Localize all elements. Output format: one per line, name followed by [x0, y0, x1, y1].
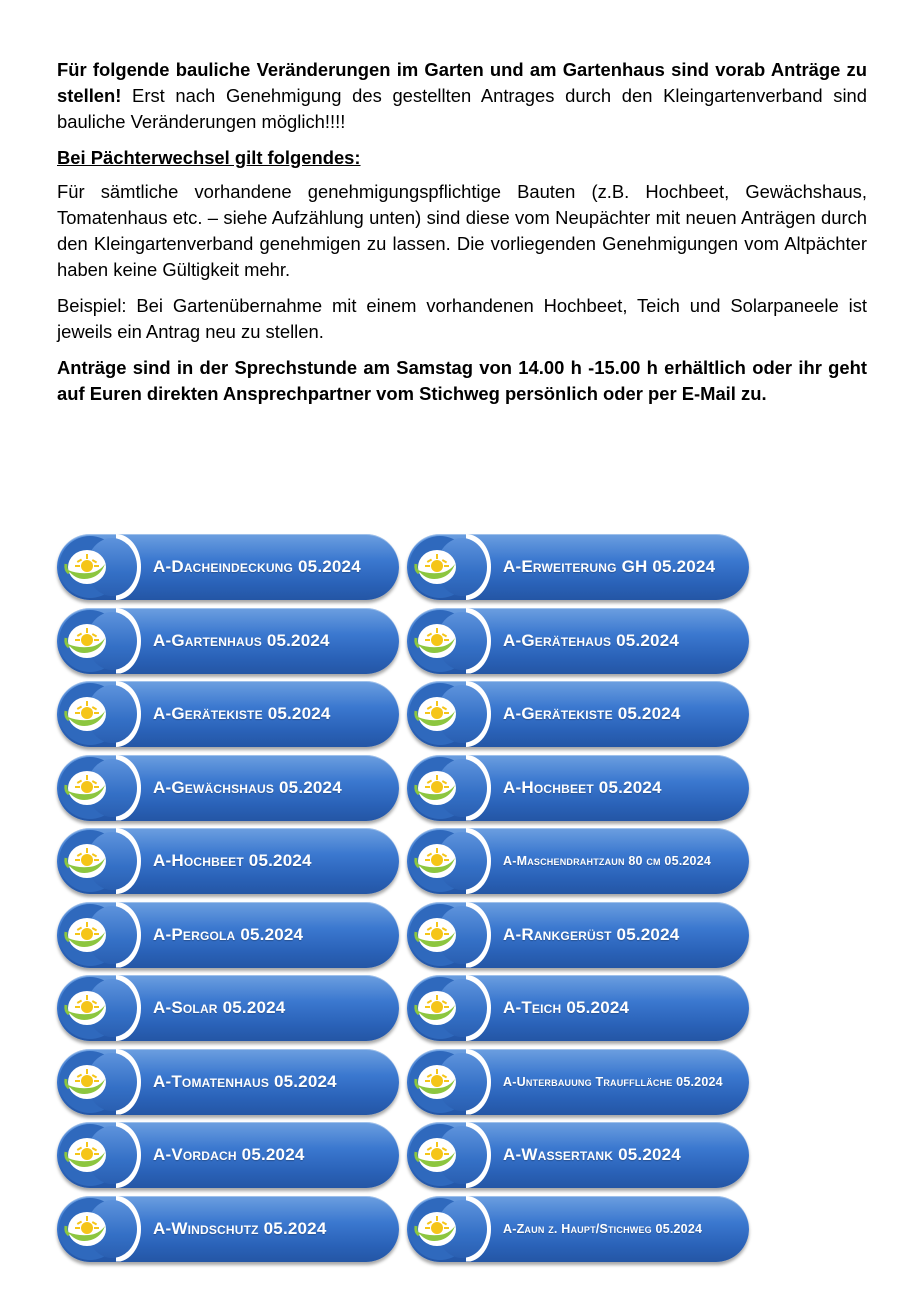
- application-button-left-3[interactable]: [57, 681, 399, 747]
- application-button-right-1[interactable]: [407, 534, 749, 600]
- kleingarten-logo-icon: [63, 622, 107, 660]
- application-button-left-4[interactable]: [57, 755, 399, 821]
- button-label: A-Hochbeet 05.2024: [503, 777, 662, 797]
- button-label: A-Dacheindeckung 05.2024: [153, 557, 361, 576]
- application-button-left-9[interactable]: [57, 1122, 399, 1188]
- button-label: A-Windschutz 05.2024: [153, 1218, 327, 1238]
- kleingarten-logo-icon: [413, 548, 457, 586]
- intro-rest: Erst nach Genehmigung des gestellten Antrages durch den Kleingartenverband sind bauliche Veränderungen möglich!!!!: [57, 85, 867, 132]
- application-button-right-8[interactable]: [407, 1049, 749, 1115]
- kleingarten-logo-icon: [63, 1063, 107, 1101]
- application-button-right-6[interactable]: [407, 902, 749, 968]
- button-label: A-Rankgerüst 05.2024: [503, 924, 680, 944]
- kleingarten-logo-icon: [413, 695, 457, 733]
- kleingarten-logo-icon: [63, 548, 107, 586]
- section-heading-text: Bei Pächterwechsel gilt folgendes:: [57, 147, 361, 168]
- kleingarten-logo-icon: [413, 989, 457, 1027]
- intro-paragraph-2: Für sämtliche vorhandene genehmigungspflichtige Bauten (z.B. Hochbeet, Gewächshaus, Tomatenhaus etc. – siehe Aufzählung unten) sind diese vom Neupächter mit neuen Anträgen durch den Kleingartenverband genehmigen zu lassen. Die vorliegenden Genehmigungen vom Altpächter haben keine Gültigkeit mehr.: [57, 181, 867, 280]
- button-label: A-Tomatenhaus 05.2024: [153, 1071, 337, 1091]
- application-button-right-2[interactable]: [407, 608, 749, 674]
- application-button-left-5[interactable]: [57, 828, 399, 894]
- application-button-left-1[interactable]: [57, 534, 399, 600]
- intro-text: [57, 57, 867, 417]
- button-label: A-Pergola 05.2024: [153, 924, 304, 944]
- application-button-right-7[interactable]: [407, 975, 749, 1041]
- application-button-left-8[interactable]: [57, 1049, 399, 1115]
- button-label: A-Gerätehaus 05.2024: [503, 630, 680, 650]
- kleingarten-logo-icon: [413, 1136, 457, 1174]
- button-label: A-Maschendrahtzaun 80 cm 05.2024: [503, 854, 712, 868]
- intro-paragraph-1: [57, 57, 867, 135]
- application-button-left-7[interactable]: [57, 975, 399, 1041]
- button-label: A-Gartenhaus 05.2024: [153, 630, 330, 650]
- intro-bold-sentence: Für folgende bauliche Veränderungen im Garten und am Gartenhaus sind vorab Anträge zu stellen!: [57, 59, 867, 106]
- kleingarten-logo-icon: [413, 1063, 457, 1101]
- button-label: A-Vordach 05.2024: [153, 1145, 305, 1164]
- button-label: A-Gewächshaus 05.2024: [153, 777, 342, 797]
- application-button-left-2[interactable]: [57, 608, 399, 674]
- section-heading: [57, 145, 867, 171]
- button-label: A-Gerätekiste 05.2024: [503, 704, 681, 723]
- button-label: A-Unterbauung Traufflläche 05.2024: [503, 1074, 723, 1089]
- kleingarten-logo-icon: [413, 916, 457, 954]
- kleingarten-logo-icon: [63, 989, 107, 1027]
- kleingarten-logo-icon: [63, 916, 107, 954]
- button-label: A-Zaun z. Haupt/Stichweg 05.2024: [503, 1221, 703, 1236]
- kleingarten-logo-icon: [413, 1210, 457, 1248]
- button-label: A-Wassertank 05.2024: [503, 1145, 681, 1164]
- button-label: A-Solar 05.2024: [153, 998, 286, 1017]
- kleingarten-logo-icon: [413, 842, 457, 880]
- kleingarten-logo-icon: [63, 1136, 107, 1174]
- application-button-left-10[interactable]: [57, 1196, 399, 1262]
- application-button-right-4[interactable]: [407, 755, 749, 821]
- kleingarten-logo-icon: [63, 769, 107, 807]
- button-label: A-Gerätekiste 05.2024: [153, 704, 331, 723]
- kleingarten-logo-icon: [413, 622, 457, 660]
- application-button-right-9[interactable]: [407, 1122, 749, 1188]
- intro-paragraph-4: Anträge sind in der Sprechstunde am Samstag von 14.00 h -15.00 h erhältlich oder ihr geht auf Euren direkten Ansprechpartner vom Stichweg persönlich oder per E-Mail zu.: [57, 357, 867, 404]
- application-button-right-10[interactable]: [407, 1196, 749, 1262]
- application-button-right-3[interactable]: [407, 681, 749, 747]
- kleingarten-logo-icon: [63, 695, 107, 733]
- button-label: A-Erweiterung GH 05.2024: [503, 557, 716, 576]
- application-button-right-5[interactable]: [407, 828, 749, 894]
- intro-paragraph-3: Beispiel: Bei Gartenübernahme mit einem vorhandenen Hochbeet, Teich und Solarpaneele ist jeweils ein Antrag neu zu stellen.: [57, 295, 867, 342]
- kleingarten-logo-icon: [413, 769, 457, 807]
- button-label: A-Hochbeet 05.2024: [153, 851, 312, 870]
- kleingarten-logo-icon: [63, 1210, 107, 1248]
- kleingarten-logo-icon: [63, 842, 107, 880]
- button-label: A-Teich 05.2024: [503, 998, 630, 1017]
- application-button-left-6[interactable]: [57, 902, 399, 968]
